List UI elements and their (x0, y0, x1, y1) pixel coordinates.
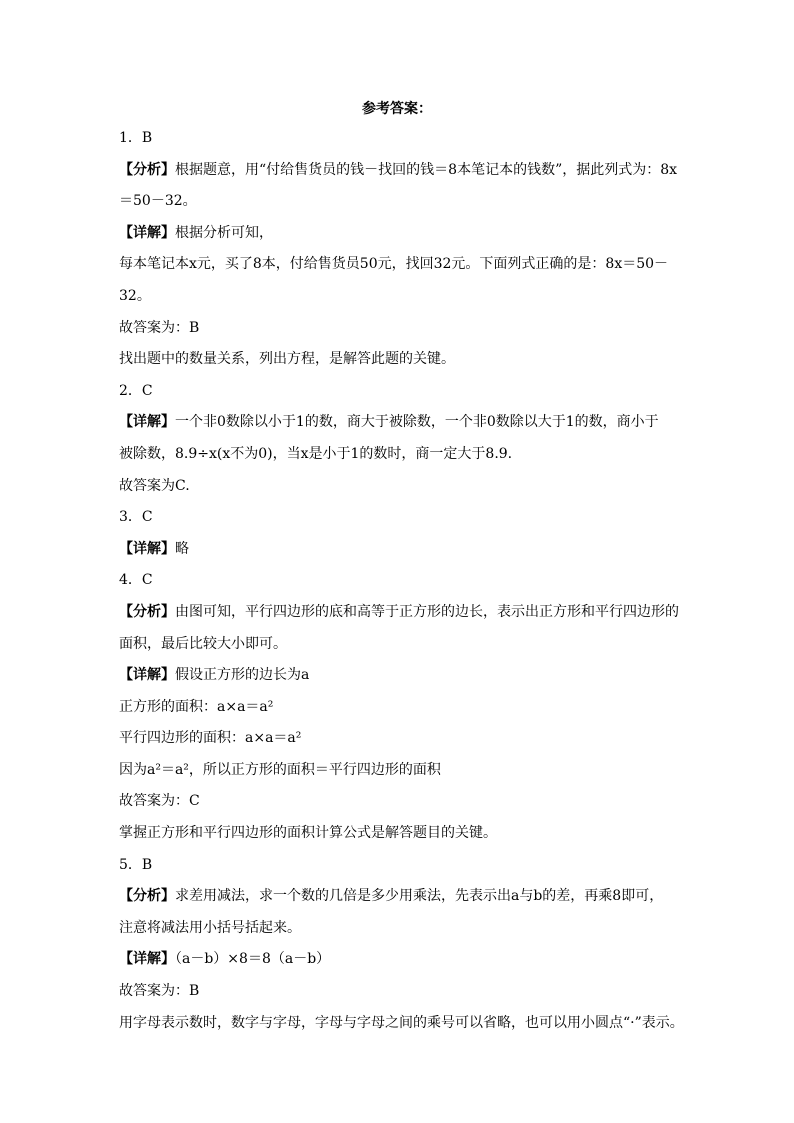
answer-line (119, 249, 679, 281)
line-text: 略 (175, 540, 189, 557)
answer-line (119, 186, 679, 218)
line-text: 用字母表示数时，数字与字母，字母与字母之间的乘号可以省略，也可以用小圆点“·”表示。 (119, 1014, 684, 1031)
answer-line (119, 692, 679, 724)
answer-line (119, 597, 679, 629)
line-text: 求差用减法，求一个数的几倍是多少用乘法，先表示出a与b的差，再乘8即可， (175, 888, 664, 905)
line-text: 故答案为：B (119, 983, 200, 1000)
line-text: 因为a²＝a²，所以正方形的面积＝平行四边形的面积 (119, 761, 441, 778)
answer-line (119, 723, 679, 755)
answer-line (119, 376, 679, 408)
answer-line (119, 565, 679, 597)
section-tag: 【详解】 (119, 414, 175, 431)
line-text: 每本笔记本x元，买了8本，付给售货员50元，找回32元。下面列式正确的是：8x＝50－ (119, 256, 669, 273)
answer-line (119, 755, 679, 787)
answer-line (119, 944, 679, 976)
answer-content (119, 123, 684, 1039)
answer-line (119, 281, 679, 313)
section-tag: 【详解】 (119, 667, 175, 684)
line-text: 一个非0数除以小于1的数，商大于被除数，一个非0数除以大于1的数，商小于 (175, 414, 659, 431)
line-text: 故答案为：C (119, 793, 200, 810)
answer-line (119, 629, 679, 661)
section-tag: 【分析】 (119, 888, 175, 905)
section-tag: 【分析】 (119, 603, 175, 620)
line-text: 5．B (119, 856, 153, 873)
section-tag: 【详解】 (119, 224, 175, 241)
line-text: 故答案为C. (119, 477, 190, 494)
line-text: 掌握正方形和平行四边形的面积计算公式是解答题目的关键。 (119, 825, 497, 842)
answer-line (119, 534, 679, 566)
line-text: 3．C (119, 509, 153, 526)
page-title: 参考答案： (362, 101, 432, 117)
line-text: 平行四边形的面积：a×a＝a² (119, 730, 302, 747)
answer-line (119, 123, 679, 155)
answer-line (119, 313, 679, 345)
section-tag: 【详解】 (119, 540, 175, 557)
answer-line (119, 850, 679, 882)
answer-line (119, 1008, 684, 1040)
answer-line (119, 218, 679, 250)
answer-line (119, 439, 679, 471)
answer-line (119, 913, 679, 945)
line-text: ＝50－32。 (119, 193, 197, 210)
line-text: （a－b）×8＝8（a－b） (175, 951, 331, 968)
line-text: 被除数，8.9÷x(x不为0)，当x是小于1的数时，商一定大于8.9. (119, 445, 513, 462)
answer-line (119, 786, 679, 818)
line-text: 故答案为：B (119, 319, 200, 336)
answer-line (119, 818, 679, 850)
line-text: 面积，最后比较大小即可。 (119, 635, 287, 652)
line-text: 32。 (119, 287, 151, 304)
line-text: 2．C (119, 382, 153, 399)
line-text: 根据题意，用“付给售货员的钱－找回的钱＝8本笔记本的钱数”，据此列式为：8x (175, 161, 678, 178)
line-text: 正方形的面积：a×a＝a² (119, 698, 274, 715)
answer-line (119, 502, 679, 534)
answer-line (119, 407, 679, 439)
line-text: 找出题中的数量关系，列出方程，是解答此题的关键。 (119, 351, 455, 368)
answer-line (119, 660, 679, 692)
line-text: 1．B (119, 130, 153, 146)
line-text: 由图可知，平行四边形的底和高等于正方形的边长，表示出正方形和平行四边形的 (175, 603, 679, 620)
answer-line (119, 344, 679, 376)
answer-line (119, 976, 679, 1008)
line-text: 注意将减法用小括号括起来。 (119, 919, 301, 936)
line-text: 4．C (119, 572, 153, 589)
line-text: 假设正方形的边长为a (175, 667, 310, 684)
answer-line (119, 881, 679, 913)
answer-line (119, 155, 679, 187)
line-text: 根据分析可知， (175, 224, 273, 241)
section-tag: 【详解】 (119, 951, 175, 968)
section-tag: 【分析】 (119, 161, 175, 178)
answer-line (119, 471, 679, 503)
